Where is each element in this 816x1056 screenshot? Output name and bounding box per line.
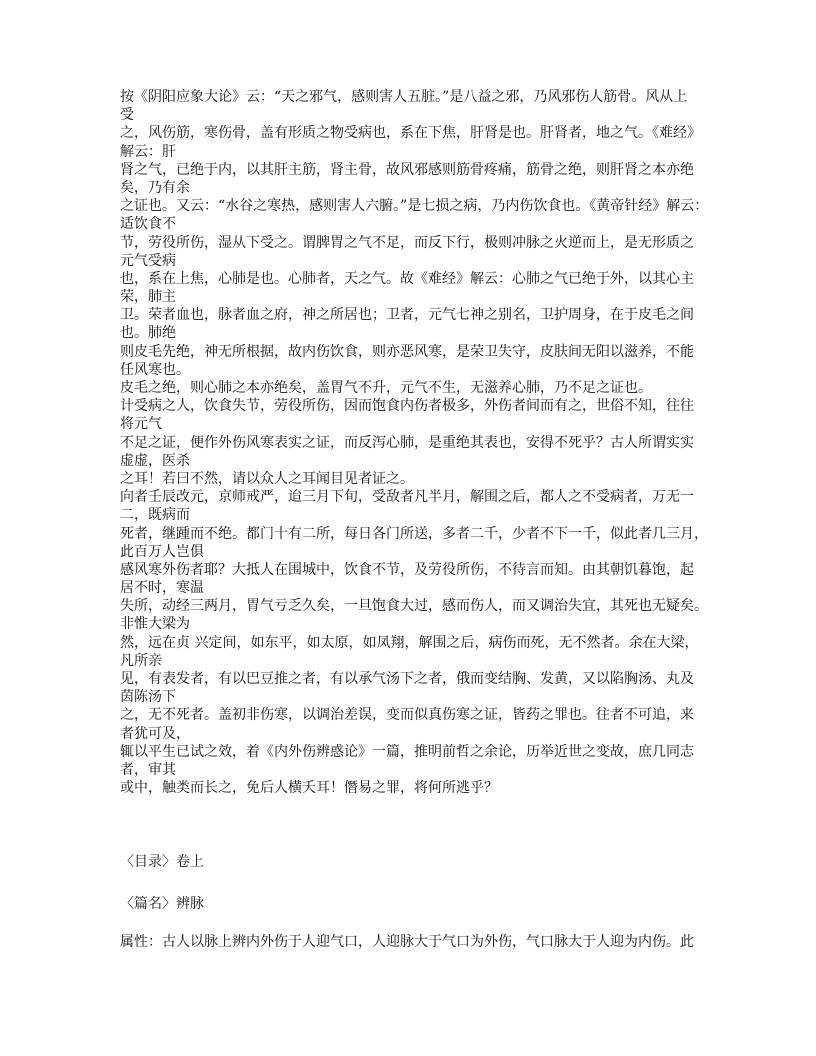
preface-text	[120, 88, 720, 797]
text-line: 向者壬辰改元，京师戒严，迨三月下旬，受敌者凡半月，解围之后，都人之不受病者，万无一	[120, 489, 694, 506]
text-line: 也。肺绝	[120, 325, 176, 342]
text-line: 矣，乃有余	[120, 179, 190, 196]
text-line: 之，无不死者。盖初非伤寒，以调治差误，变而似真伤寒之证，皆药之罪也。往者不可追，来	[120, 707, 694, 724]
text-line: 不足之证，便作外伤风寒表实之证，而反泻心肺，是重绝其表也，安得不死乎？古人所谓实实	[120, 434, 694, 451]
text-line: 节，劳役所伤，湿从下受之。谓脾胃之气不足，而反下行，极则冲脉之火逆而上，是无形质之	[120, 234, 694, 251]
text-line: 虚虚，医杀	[120, 452, 190, 469]
text-line: 失所，动经三两月，胃气亏乏久矣，一旦饱食大过，感而伤人，而又调治失宜，其死也无疑矣。	[120, 598, 708, 615]
text-line: 皮毛之绝，则心肺之本亦绝矣，盖胃气不升，元气不生，无滋养心肺，乃不足之证也。	[120, 380, 652, 396]
text-line: 按《阴阳应象大论》云：“天之邪气，感则害人五脏。”是八益之邪，乃风邪伤人筋骨。风从上	[120, 89, 688, 105]
attribute-paragraph: 属性：古人以脉上辨内外伤于人迎气口，人迎脉大于气口为外伤，气口脉大于人迎为内伤。此	[120, 934, 694, 950]
text-line: 适饮食不	[120, 216, 176, 233]
text-line: 卫。荣者血也，脉者血之府，神之所居也；卫者，元气七神之别名，卫护周身，在于皮毛之间	[120, 307, 694, 324]
text-line: 荣，肺主	[120, 289, 176, 306]
text-line: 肾之气，已绝于内，以其肝主筋，肾主骨，故风邪感则筋骨疼痛，筋骨之绝，则肝肾之本亦绝	[120, 161, 694, 178]
text-line: 感风寒外伤者耶？大抵人在围城中，饮食不节，及劳役所伤，不待言而知。由其朝饥暮饱，起	[120, 561, 694, 578]
chapter-heading: 〈篇名〉辨脉	[120, 896, 204, 912]
text-line: 非惟大梁为	[120, 616, 190, 633]
text-line: 者，审其	[120, 761, 176, 778]
text-line: 则皮毛先绝，神无所根据，故内伤饮食，则亦恶风寒，是荣卫失守，皮肤间无阳以滋养，不能	[120, 343, 694, 360]
catalog-heading: 〈目录〉卷上	[120, 854, 204, 870]
text-line: 者犹可及，	[120, 725, 190, 742]
text-line: 凡所亲	[120, 652, 162, 669]
text-line: 茵陈汤下	[120, 689, 176, 706]
text-line: 辄以平生已试之效，着《内外伤辨惑论》一篇，推明前哲之余论，历举近世之变故，庶几同志	[120, 743, 694, 760]
text-line: 然，远在贞 兴定间，如东平，如太原，如凤翔，解围之后，病伤而死，无不然者。余在大梁，	[120, 634, 699, 651]
text-line: 死者，继踵而不绝。都门十有二所，每日各门所送，多者二千，少者不下一千，似此者几三月，	[120, 525, 708, 542]
text-line: 任风寒也。	[120, 361, 190, 378]
text-line: 或中，触类而长之，免后人横夭耳！僭易之罪，将何所逃乎？	[120, 780, 498, 797]
text-line: 居不时，寒温	[120, 580, 204, 597]
text-line: 将元气	[120, 416, 162, 433]
text-line: 计受病之人，饮食失节，劳役所伤，因而饱食内伤者极多，外伤者间而有之，世俗不知，往往	[120, 398, 694, 415]
text-line: 也，系在上焦，心肺是也。心肺者，天之气。故《难经》解云：心肺之气已绝于外，以其心主	[120, 270, 694, 287]
text-line: 见，有表发者，有以巴豆推之者，有以承气汤下之者，俄而变结胸、发黄，又以陷胸汤、丸及	[120, 671, 694, 687]
text-line: 受	[120, 107, 134, 124]
text-line: 此百万人岂俱	[120, 543, 204, 560]
text-line: 解云：肝	[120, 143, 176, 160]
text-line: 之，风伤筋，寒伤骨，盖有形质之物受病也，系在下焦，肝肾是也。肝肾者，地之气。《难经》	[120, 125, 701, 142]
text-line: 之证也。又云：“水谷之寒热，感则害人六腑。”是七损之病，乃内伤饮食也。《黄帝针经》解云：	[120, 198, 709, 215]
text-line: 之耳！若曰不然，请以众人之耳闻目见者证之。	[120, 470, 414, 487]
text-line: 元气受病	[120, 252, 176, 269]
text-line: 二，既病而	[120, 507, 190, 524]
